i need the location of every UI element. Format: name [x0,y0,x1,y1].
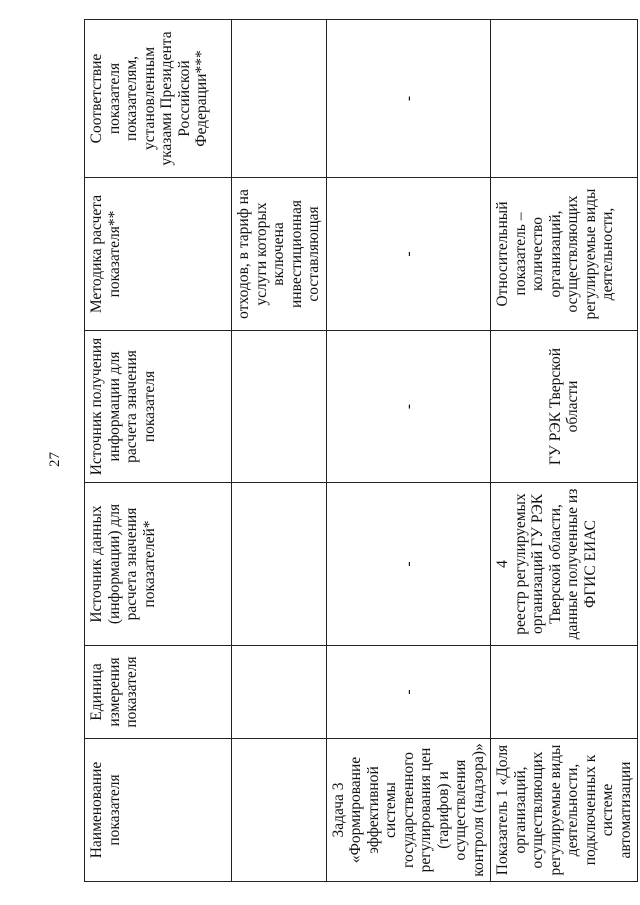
table-cell [491,646,638,739]
data-source-cell [491,483,638,646]
table-cell [232,739,327,882]
rotated-table-container [84,20,634,882]
page-number: 27 [47,452,63,467]
info-source-cell: ГУ РЭК Тверской области [491,331,638,483]
task-title-cell: Задача 3 «Формирование эффективной системы государственного регулирования цен (тарифов) и осуществления контроля (надзора)» [326,739,491,882]
table-cell-method-continued: отходов, в тариф на услуги которых включена инвестиционная составляющая [232,178,327,331]
table-cell [232,646,327,739]
table-row-task [326,20,491,882]
dash-cell: - [326,646,491,739]
table-cell [232,483,327,646]
indicator-title-cell: Показатель 1 «Доля организаций, осуществляющих регулируемые виды деятельности, подключенных к системе автоматизации [491,739,638,882]
method-cell: Относительный показатель – количество организаций, осуществляющих регулируемые виды деятельности, [491,178,638,331]
indicators-table [84,19,638,882]
header-unit: Единица измерения показателя [85,646,232,739]
dash-cell: - [326,20,491,178]
header-data-source: Источник данных (информации) для расчета значения показателей* [85,483,232,646]
data-source-text: реестр регулируемых организаций ГУ РЭК Тверской области, данные полученные из ФГИС ЕИАС [511,488,599,640]
table-header-row [85,20,232,882]
header-info-source: Источник получения информации для расчета значения показателя [85,331,232,483]
table-cell [232,331,327,483]
table-cell [491,20,638,178]
header-method: Методика расчета показателя** [85,178,232,331]
table-row-indicator [491,20,638,882]
header-indicator-name: Наименование показателя [85,739,232,882]
table-cell [232,20,327,178]
header-compliance: Соответствие показателя показателям, установленным указами Президента Российской Федерации*** [85,20,232,178]
dash-cell: - [326,331,491,483]
data-source-number: 4 [494,560,511,568]
dash-cell: - [326,483,491,646]
dash-cell: - [326,178,491,331]
table-row [232,20,327,882]
